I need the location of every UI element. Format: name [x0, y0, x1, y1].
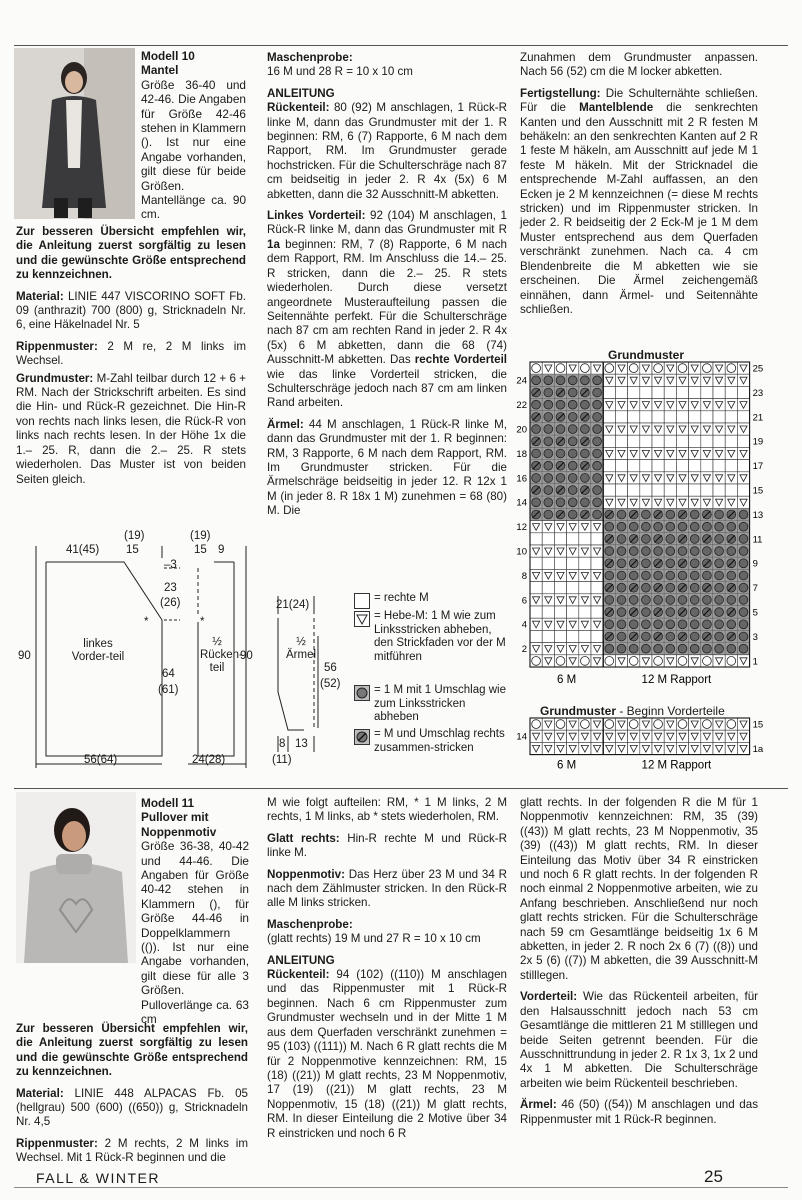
row-label: 11 [752, 534, 763, 546]
model10-subtitle: Mantel [141, 63, 179, 78]
chart-cell [615, 411, 627, 423]
chart-cell [530, 557, 542, 569]
chart-cell [554, 533, 566, 545]
model11-material: Material: LINIE 448 ALPACAS Fb. 05 (hellgrau) 500 (600) ((650)) g, Stricknadeln Nr. 4,5 [16, 1086, 248, 1129]
chart-cell [628, 435, 640, 447]
chart-cell [689, 411, 701, 423]
model10-rib: Rippenmuster: 2 M re, 2 M links im Wechsel. [16, 339, 246, 368]
chart-cell [628, 386, 640, 398]
schem-90-left: 90 [18, 650, 31, 662]
model10-header [141, 49, 246, 222]
row-label: 9 [752, 558, 758, 570]
chart-cell [640, 386, 652, 398]
chart-cell [628, 484, 640, 496]
schem-26: (26) [160, 597, 181, 609]
chart-cell [554, 630, 566, 642]
model11-plain: Glatt rechts: Hin-R rechte M und Rück-R linke M. [267, 831, 507, 860]
chart-cell [664, 460, 676, 472]
chart-cell [725, 411, 737, 423]
chart-cell [591, 582, 603, 594]
footer-brand: FALL & WINTER [36, 1170, 161, 1186]
model10-finish: Fertigstellung: Die Schulternähte schließen. Für die Mantelblende die senkrechten Kanten und den Ausschnitt mit 2 R festen M behäkeln: an den senkrechten Kanten auf 2 R 1 feste M häkeln, am Ausschnitt auf jede M 1 feste M häkeln. Mit der Stricknadel die entsprechende M-Zahl auffassen, an den Ecken je 2 M kennzeichnen (= diese M rechts stricken) und im Rippenmuster stricken. In jeder 2. R beidseitig der 2 Eck-M je 1 M dem Muster entsprechend aus dem Querfaden verschränkt zunehmen. Nach ca. 4 cm Blendenbreite die M abketten wie sie erscheinen. Die Ärmel zeichengemäß einnähen, dann Ärmel- und Seitennähte schließen. [520, 86, 758, 316]
model10-sleeve-schematic [270, 592, 350, 772]
model11-subtitle: Pullover mit Noppenmotiv [141, 810, 217, 839]
model10-gauge-label: Maschenprobe: [267, 51, 353, 64]
chart-cell [542, 582, 554, 594]
row-label: 19 [752, 436, 764, 448]
model11-c2-top: M wie folgt aufteilen: RM, * 1 M links, 2 M rechts, 1 M links, ab * stets wiederholen, RM. [267, 796, 507, 824]
schem-star-back: * [200, 616, 205, 628]
row-label: 23 [752, 387, 764, 399]
chart-cell [676, 484, 688, 496]
model11-notice: Zur besseren Übersicht empfehlen wir, die Anleitung zuerst sorgfältig zu lesen und die gewünschte Größe entsprechend zu kennzeichnen. [16, 1022, 248, 1079]
model10-schematic [14, 528, 264, 778]
chart-cell [664, 435, 676, 447]
chart-cell [640, 411, 652, 423]
legend-slash-icon [354, 729, 370, 745]
schem-90-right: 90 [240, 650, 253, 662]
chart-cell [579, 606, 591, 618]
model10-col3-top: Zunahmen dem Grundmuster anpassen. Nach 56 (52) cm die M locker abketten. [520, 51, 758, 79]
sleeve-b3: (11) [272, 754, 292, 766]
chart-cell [542, 533, 554, 545]
model10-col3 [520, 51, 758, 324]
row-label: 16 [516, 473, 527, 485]
model10-col2 [267, 51, 507, 526]
row-label: 3 [752, 631, 758, 643]
chart-cell [554, 606, 566, 618]
row-label: 20 [516, 424, 527, 436]
bottom-rule [14, 1187, 788, 1188]
model11-photo [16, 792, 136, 963]
sleeve-h: 56 [324, 662, 337, 674]
x-label-rapport: 12 M Rapport [641, 759, 712, 772]
chart-cell [664, 411, 676, 423]
chart-cell [689, 484, 701, 496]
schem-back-label: ½ Rücken-teil [200, 636, 243, 674]
schem-front-neck: (19) [124, 530, 145, 542]
grundmuster-chart [512, 362, 762, 692]
chart-cell [530, 630, 542, 642]
schem-front-width: 41(45) [66, 544, 100, 556]
row-label: 4 [521, 619, 527, 631]
sleeve-h2: (52) [320, 678, 341, 690]
chart-cell [652, 484, 664, 496]
schem-back-shoulder: 9 [218, 544, 225, 556]
chart-cell [713, 484, 725, 496]
schem-minus3: –3 [164, 559, 177, 571]
chart-cell [689, 435, 701, 447]
chart-cell [579, 582, 591, 594]
model10-gauge: 16 M und 28 R = 10 x 10 cm [267, 65, 413, 79]
row-label: 2 [521, 644, 527, 656]
schem-front-bottom: 56(64) [84, 754, 118, 766]
chart-cell [737, 386, 749, 398]
chart-cell [591, 557, 603, 569]
model11-c3-top: glatt rechts. In der folgenden R die M für 1 Noppenmotiv kennzeichnen: RM, 35 (39) ((43)) M glatt rechts, 23 M Noppenmotiv, 35 (39) ((43)) M glatt rechts, RM. In dieser Einteilung das Motiv über 34 R einstricken und noch 6 R glatt rechts. In der folgenden R noch einmal 2 Noppenmotive arbeiten, wie zu Anfang beschrieben. Anschließend nur noch glatt rechts stricken. Für die Schulterschräge nach 59 cm Gesamtlänge beidseitig 1x 6 M abketten, in jeder 2. R noch 2x 6 (7) ((8)) und 2x 5 (6) ((7)) M abketten, die 39 Ausschnitt-M stilllegen. [520, 796, 758, 982]
row-label: 25 [752, 363, 764, 375]
chart-cell [652, 460, 664, 472]
x-label-6m: 6 M [557, 759, 577, 772]
chart-cell [530, 582, 542, 594]
chart-cell [725, 386, 737, 398]
legend-empty-icon [354, 593, 370, 609]
chart-cell [676, 435, 688, 447]
chart-cell [603, 411, 615, 423]
sleeve-b2: 13 [295, 738, 308, 750]
chart-cell [689, 460, 701, 472]
model11-title: Modell 11 [141, 796, 195, 810]
chart-cell [652, 386, 664, 398]
schem-64: 64 [162, 668, 175, 680]
grundmuster-start-chart [512, 718, 762, 778]
model10-title: Modell 10 [141, 49, 195, 63]
chart-cell [676, 411, 688, 423]
chart-cell [530, 533, 542, 545]
row-label: 14 [516, 497, 527, 509]
chart-cell [603, 460, 615, 472]
symbol-legend: = rechte M = Hebe-M: 1 M wie zum Linksstricken abheben, den Strickfaden vor der M mitführen = 1 M mit 1 Umschlag wie zum Linksstricken abheben = M und Umschlag rechts zusammen-stricken [354, 592, 510, 772]
chart-cell [713, 411, 725, 423]
model10-col1 [16, 225, 246, 494]
chart-cell [664, 484, 676, 496]
chart-cell [701, 435, 713, 447]
schem-front-neck2: 15 [126, 544, 139, 556]
chart-cell [591, 630, 603, 642]
chart2-title: Grundmuster - Beginn Vorderteile [540, 704, 725, 718]
model10-sleeve: Ärmel: 44 M anschlagen, 1 Rück-R linke M, dann das Grundmuster mit der 1. R beginnen: RM, 3 Rapporte, 6 M nach dem Rapport, RM. Im Grundmuster stricken. Für die Ärmelschräge beidseitig in jeder 12. R 12x 1 M (in jeder 8. R 18x 1 M) zunehmen = 68 (80) M. Die [267, 417, 507, 518]
chart-cell [689, 386, 701, 398]
model11-back: Rückenteil: 94 (102) ((110)) M anschlagen und das Rippenmuster mit 1 Rück-R beginnen. Nach 6 cm Rippenmuster zum Grundmuster wechseln und in der Mitte 1 M aus dem Querfaden verschränkt zunehmen = 95 (103) ((111)) M. Nach 6 R glatt rechts die M für 2 Noppenmotive kennzeichnen: RM, 15 (18) ((21)) M glatt rechts, 23 M Noppenmotiv, 17 (19) ((21)) M glatt rechts, 23 M Noppenmotiv, 15 (18) ((21)) M glatt rechts, RM. In dieser Einteilung die 2 Motive über 34 R einstricken und noch 6 R [267, 968, 507, 1140]
schem-back-bottom: 24(28) [192, 754, 226, 766]
model11-intro: Größe 36-38, 40-42 und 44-46. Die Angaben für Größe 40-42 stehen in Klammern (), für Größe 44-46 in Doppelklammern (()). Ist nur eine Angabe vorhanden, gilt diese für alle 3 Größen. Pulloverlänge ca. 63 cm [141, 839, 249, 1027]
sleeve-label: ½ Ärmel [285, 636, 317, 661]
chart-cell [725, 435, 737, 447]
model11-col1 [16, 1022, 248, 1173]
chart-cell [701, 411, 713, 423]
model10-instr-label: ANLEITUNG [267, 86, 335, 100]
chart-cell [567, 582, 579, 594]
chart-cell [615, 435, 627, 447]
chart-cell [640, 435, 652, 447]
chart-title: Grundmuster [608, 348, 685, 362]
schem-23: 23 [164, 582, 177, 594]
chart-cell [579, 630, 591, 642]
chart-cell [701, 484, 713, 496]
chart-cell [603, 386, 615, 398]
chart-cell [640, 460, 652, 472]
legend-triangle-icon [354, 611, 370, 627]
row-label: 10 [516, 546, 527, 558]
model11-col2 [267, 796, 507, 1148]
schem-back-neck: (19) [190, 530, 211, 542]
row-label: 21 [752, 412, 764, 424]
model11-header [141, 796, 249, 1027]
chart-cell [713, 460, 725, 472]
chart-cell [591, 533, 603, 545]
chart-cell [652, 435, 664, 447]
row-label: 7 [752, 583, 758, 595]
chart-cell [640, 484, 652, 496]
model11-gauge-label: Maschenprobe: [267, 917, 353, 931]
chart-cell [737, 460, 749, 472]
chart-cell [628, 460, 640, 472]
chart-cell [676, 386, 688, 398]
model10-back: Rückenteil: 80 (92) M anschlagen, 1 Rück-R linke M, dann das Grundmuster mit der 1. R beginnen: RM, 6 (7) Rapporte, 6 M nach dem Rapport, RM. Im Grundmuster gerade hochstricken. Für die Schulterschräge nach 87 cm beidseitig in jeder 2. R 4x (5x) 6 M abketten, dann die 32 Ausschnitt-M abketten. [267, 101, 507, 201]
chart-cell [567, 630, 579, 642]
section-divider [14, 788, 788, 789]
chart-cell [530, 606, 542, 618]
chart-cell [615, 386, 627, 398]
chart-cell [737, 411, 749, 423]
chart-cell [628, 411, 640, 423]
row-label: 12 [516, 522, 527, 534]
row-label: 18 [516, 448, 527, 460]
row-label: 15 [752, 719, 764, 731]
chart-cell [567, 557, 579, 569]
row-label: 24 [516, 375, 527, 387]
row-label: 13 [752, 509, 764, 521]
chart-cell [676, 460, 688, 472]
chart-cell [737, 435, 749, 447]
chart-cell [725, 460, 737, 472]
chart-cell [652, 411, 664, 423]
chart-cell [701, 386, 713, 398]
row-label: 1a [752, 743, 764, 755]
chart-cell [554, 557, 566, 569]
schem-61: (61) [158, 684, 179, 696]
x-label-rapport: 12 M Rapport [641, 674, 712, 686]
chart-cell [615, 460, 627, 472]
chart-cell [567, 606, 579, 618]
chart-cell [542, 557, 554, 569]
model10-material: Material: LINIE 447 VISCORINO SOFT Fb. 09 (anthrazit) 700 (800) g, Stricknadeln Nr. 6, eine Häkelnadel Nr. 5 [16, 289, 246, 332]
row-label: 8 [521, 570, 527, 582]
sleeve-top: 21(24) [276, 599, 310, 611]
row-label: 1 [752, 656, 758, 668]
model10-left-front: Linkes Vorderteil: 92 (104) M anschlagen, 1 Rück-R linke M, dann das Grundmuster mit R 1a beginnen: RM, 7 (8) Rapporte, 6 M nach dem Rapport, RM. Im Anschluss die 14.– 25. R stricken, dann die 2.– 25. R stets wiederholen. Durch diese versetzt angeordnete Musteraufteilung passen die Seitennähte perfekt. Für die Schulterschräge nach 87 cm am rechten Rand in jeder 2. R 4x (5x) 6 M abketten, dann die 68 (74) Ausschnitt-M abketten. Das rechte Vorderteil wie das linke Vorderteil stricken, die Schulterschräge jedoch nach 87 cm am linken Rand arbeiten. [267, 209, 508, 410]
schem-back-neck2: 15 [194, 544, 207, 556]
row-label: 14 [516, 731, 527, 743]
row-label: 15 [752, 485, 764, 497]
schem-star-front: * [144, 616, 149, 628]
chart-cell [554, 582, 566, 594]
model10-basic: Grundmuster: M-Zahl teilbar durch 12 + 6 + RM. Nach der Strickschrift arbeiten. Es sind die Hin- und Rück-R gezeichnet. Die Hin-R von rechts nach links lesen, die Rück-R von links nach rechts lesen. In der Höhe 1x die 1.– 25. R, dann die 2.– 25. R stets wiederholen. Das Muster ist von beiden Seiten gleich. [16, 371, 246, 486]
chart-cell [567, 533, 579, 545]
chart-cell [737, 484, 749, 496]
chart-cell [579, 557, 591, 569]
row-label: 22 [516, 400, 527, 412]
model11-col3 [520, 796, 758, 1134]
model11-rib: Rippenmuster: 2 M rechts, 2 M links im Wechsel. Mit 1 Rück-R beginnen und die [16, 1136, 248, 1165]
chart-cell [542, 606, 554, 618]
model11-instr-label: ANLEITUNG [267, 953, 335, 967]
x-label-6m: 6 M [557, 674, 577, 686]
row-label: 6 [521, 595, 527, 607]
model11-sleeve: Ärmel: 46 (50) ((54)) M anschlagen und das Rippenmuster mit 1 Rück-R beginnen. [520, 1098, 758, 1126]
model10-notice: Zur besseren Übersicht empfehlen wir, die Anleitung zuerst sorgfältig zu lesen und die gewünschte Größe entsprechend zu kennzeichnen. [16, 225, 246, 282]
page-number: 25 [704, 1167, 723, 1186]
chart-cell [615, 484, 627, 496]
chart-cell [664, 386, 676, 398]
chart-cell [701, 460, 713, 472]
chart-cell [603, 435, 615, 447]
row-label: 5 [752, 607, 758, 619]
chart-cell [591, 606, 603, 618]
chart-cell [603, 484, 615, 496]
chart-cell [713, 435, 725, 447]
model10-photo [14, 48, 135, 219]
chart-cell [725, 484, 737, 496]
model11-front: Vorderteil: Wie das Rückenteil arbeiten, für den Halsausschnitt jedoch nach 53 cm Gesamtlänge die mittleren 21 M stilllegen und beide Seiten getrennt beenden. Für die Ausschnittrundung in jeder 2. R 1x 3, 1x 2 und 4x 1 M abketten. Die Schulterschräge arbeiten wie beim Rückenteil beschrieben. [520, 990, 758, 1090]
row-label: 17 [752, 461, 764, 473]
model11-gauge: (glatt rechts) 19 M und 27 R = 10 x 10 cm [267, 932, 481, 946]
schem-front-label: linkes Vorder-teil [71, 638, 125, 663]
model10-intro: Größe 36-40 und 42-46. Die Angaben für Größe 42-46 stehen in Klammern (). Ist nur eine Angabe vorhanden, gilt diese für beide Größen. Mantellänge ca. 90 cm. [141, 77, 246, 222]
top-rule [14, 45, 788, 46]
chart-cell [579, 533, 591, 545]
legend-ring-icon [354, 685, 370, 701]
chart-cell [713, 386, 725, 398]
model11-nop: Noppenmotiv: Das Herz über 23 M und 34 R nach dem Zählmuster stricken. In den Rück-R alle M links stricken. [267, 867, 507, 910]
chart-cell [542, 630, 554, 642]
sleeve-b1: 8 [279, 738, 286, 750]
